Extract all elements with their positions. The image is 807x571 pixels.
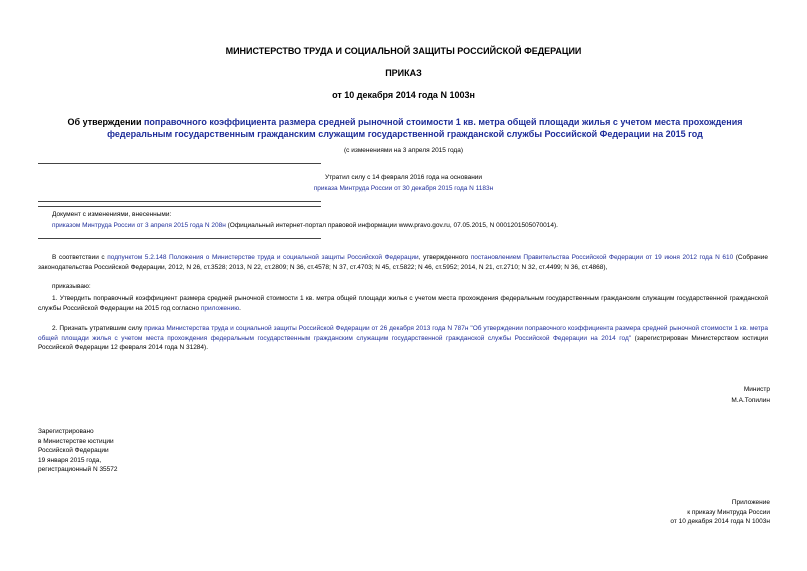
item-2 — [38, 324, 768, 353]
order-word: приказываю: — [52, 283, 91, 290]
changes-line — [52, 221, 772, 231]
registration-line: в Министерстве юстиции — [38, 437, 114, 445]
changes-label: Документ с изменениями, внесенными: — [52, 211, 172, 218]
item-2-text: 2. Признать утратившим силу — [52, 325, 145, 332]
doc-type: ПРИКАЗ — [385, 68, 422, 78]
title-prefix: Об утверждении — [67, 117, 144, 127]
item-1-end: . — [239, 304, 241, 312]
registration-line: 19 января 2015 года, — [38, 456, 102, 464]
preamble-link-regulation[interactable]: подпунктом 5.2.148 Положения о Министерстве труда и социальной защиты Российской Федерации — [107, 254, 419, 261]
item-1-text: 1. Утвердить поправочный коэффициент размера средней рыночной стоимости 1 кв. метра общей площади жилья с учетом места прохождения федеральным государственным гражданским служащим государственной гражданской службы Российской Федерации на 2015 год согласно — [38, 295, 768, 312]
divider — [38, 163, 321, 164]
signature-name: М.А.Топилин — [731, 397, 770, 404]
appendix-line: Приложение — [731, 499, 770, 506]
signature-position: Министр — [743, 386, 770, 393]
appendix-line: от 10 декабря 2014 года N 1003н — [670, 518, 770, 525]
preamble — [38, 253, 768, 272]
item-1 — [38, 294, 768, 313]
changes-link[interactable]: приказом Минтруда России от 3 апреля 2015 года N 208н — [52, 222, 226, 229]
repealed-order-link[interactable]: приказ Министерства труда и социальной защиты Российской Федерации от 26 декабря 2013 года N 787н "Об утверждении поправочного коэффициента размера средней рыночной стоимости 1 кв. метра общей площади жилья с учетом места прохождения федеральным государственным гражданским служащим государственной гражданской службы Российской Федерации на 2014 год" — [38, 325, 768, 342]
divider — [38, 206, 321, 207]
registration-line: Зарегистрировано — [38, 428, 94, 435]
title-link[interactable]: поправочного коэффициента размера средней рыночной стоимости 1 кв. метра общей площади жилья с учетом места прохождения федеральным государственным гражданским служащим государственной гражданской службы Российской Федерации на 2015 год — [107, 117, 743, 139]
ministry-title: МИНИСТЕРСТВО ТРУДА И СОЦИАЛЬНОЙ ЗАЩИТЫ РОССИЙСКОЙ ФЕДЕРАЦИИ — [225, 46, 582, 56]
invalid-link[interactable]: приказа Минтруда России от 30 декабря 2015 года N 1183н — [313, 185, 494, 192]
preamble-link-decree[interactable]: постановлением Правительства Российской Федерации от 19 июня 2012 года N 610 — [470, 254, 734, 261]
item-2-end: (зарегистрирован Министерством юстиции Российской Федерации 12 февраля 2014 года N 31284). — [38, 334, 768, 351]
appendix-block — [670, 498, 770, 527]
preamble-text: (Собрание законодательства Российской Федерации, 2012, N 26, ст.3528; 2013, N 22, ст.2809; N 36, ст.4578; N 37, ст.4703; N 45, ст.5822; N 46, ст.5952; 2014, N 21, ст.2710; N 32, ст.4499; N 36, ст.4868), — [38, 254, 768, 271]
document-title — [35, 116, 775, 140]
registration-block — [38, 427, 118, 475]
registration-line: Российской Федерации — [38, 447, 109, 454]
changes-rest: (Официальный интернет-портал правовой информации www.pravo.gov.ru, 07.05.2015, N 0001201505070014). — [225, 222, 558, 229]
registration-line: регистрационный N 35572 — [38, 466, 118, 473]
doc-date-number: от 10 декабря 2014 года N 1003н — [332, 90, 475, 100]
divider — [38, 238, 321, 239]
appendix-link[interactable]: приложению — [200, 304, 240, 312]
preamble-text: В соответствии с — [52, 254, 108, 261]
preamble-text: , утвержденного — [418, 254, 471, 261]
amendment-note: (с изменениями на 3 апреля 2015 года) — [343, 147, 463, 154]
appendix-line: к приказу Минтруда России — [687, 508, 770, 516]
invalid-note: Утратил силу с 14 февраля 2016 года на основании — [324, 174, 483, 181]
divider — [38, 201, 321, 202]
